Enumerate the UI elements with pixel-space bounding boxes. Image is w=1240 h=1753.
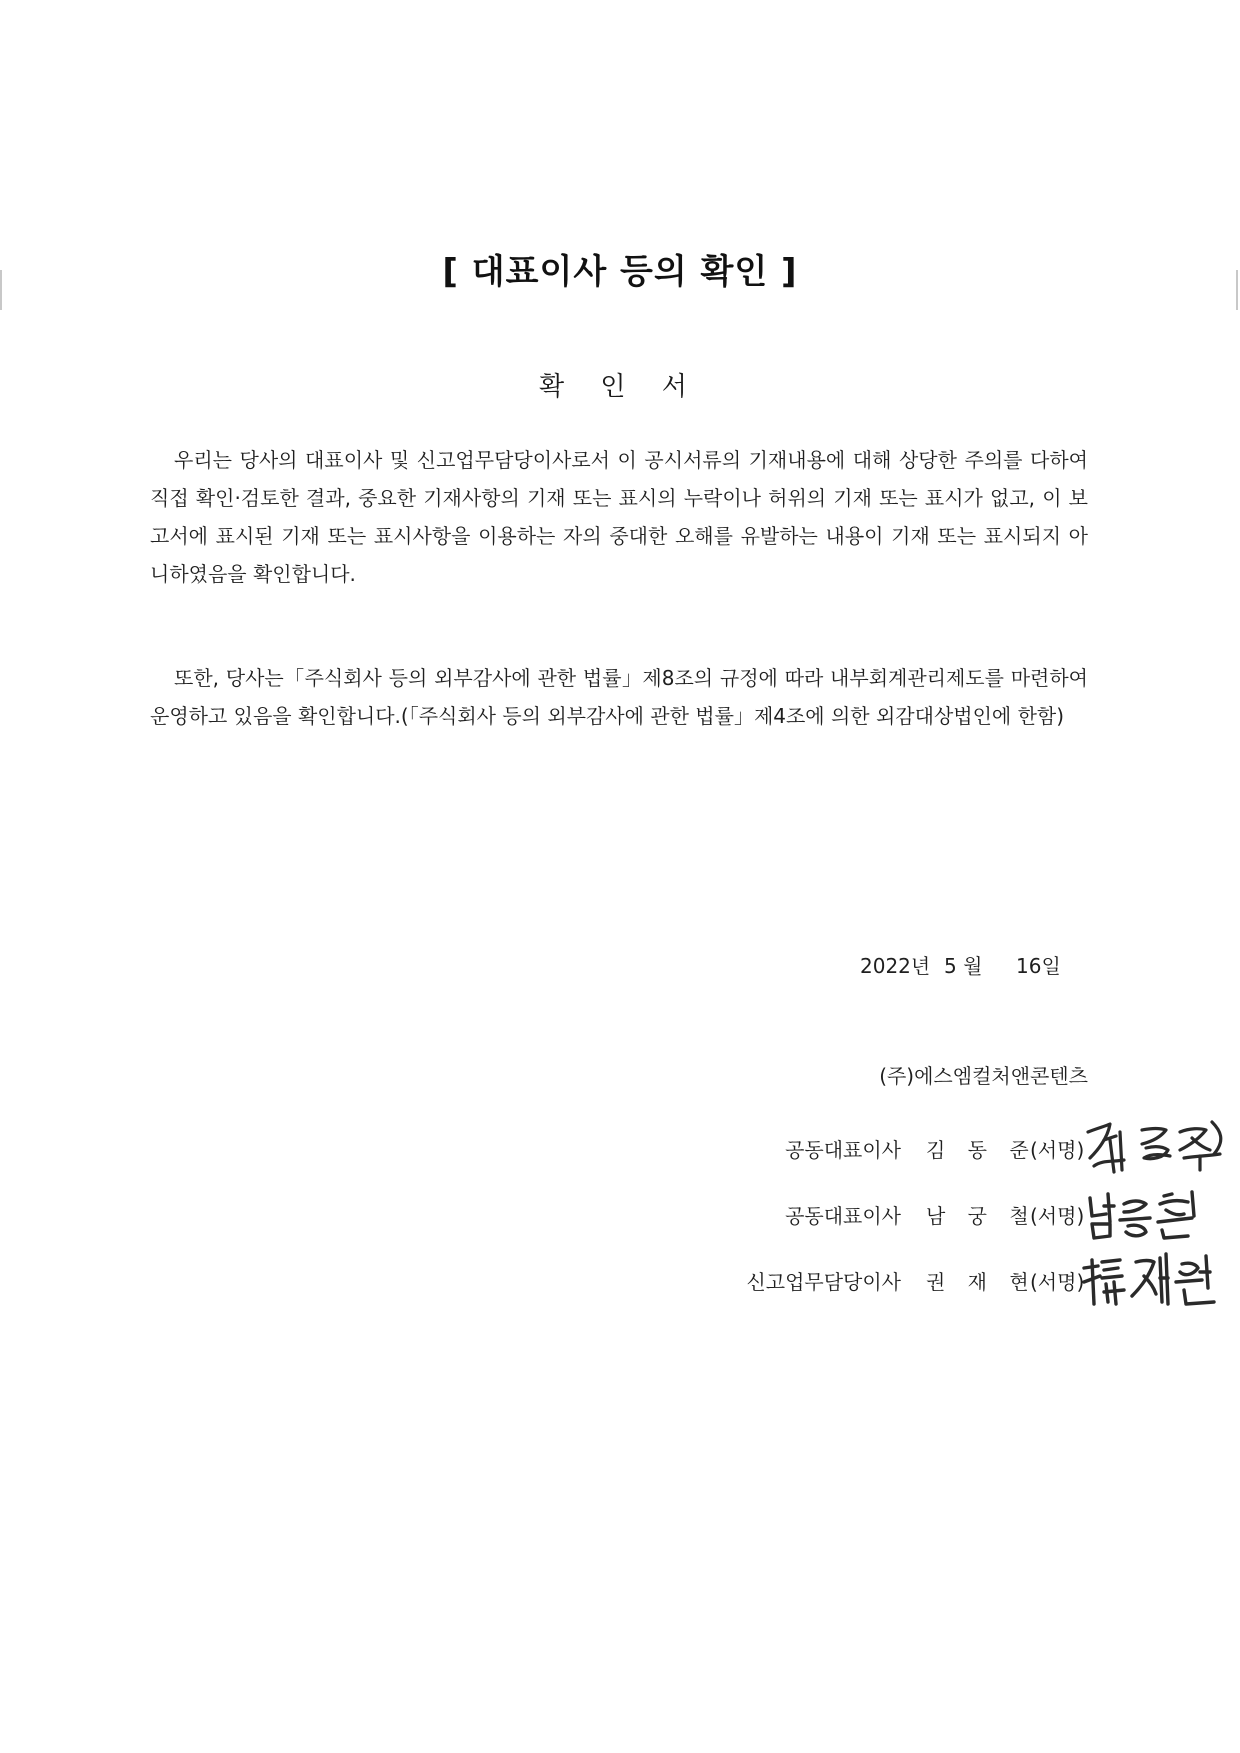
company-name: (주)에스엠컬처앤콘텐츠: [879, 1064, 1088, 1088]
signatory-row: [640, 1126, 1240, 1166]
signatory-row: [640, 1192, 1240, 1232]
signature-mark-label: (서명): [1030, 1204, 1085, 1228]
signatory-name: 남 궁 철: [926, 1204, 1037, 1228]
signatory-name: 권 재 현: [926, 1270, 1037, 1294]
signature-mark-label: (서명): [1030, 1270, 1085, 1294]
signatory-row: [640, 1258, 1240, 1298]
confirmation-paragraph-2: 또한, 당사는「주식회사 등의 외부감사에 관한 법률」제8조의 규정에 따라 내부회계관리제도를 마련하여 운영하고 있음을 확인합니다.(「주식회사 등의 외부감사에 관한 법률」제4조에 의한 외감대상법인에 한함): [150, 666, 1088, 728]
document-subtitle: 확 인 서: [539, 372, 701, 402]
date-day: 16일: [1016, 954, 1061, 978]
handwritten-signature: [1080, 1176, 1230, 1246]
signatory-role: 공동대표이사: [785, 1138, 901, 1162]
signature-mark-label: (서명): [1030, 1138, 1085, 1162]
signatory-name: 김 동 준: [926, 1138, 1037, 1162]
signatory-role: 신고업무담당이사: [746, 1270, 901, 1294]
handwritten-signature: [1080, 1110, 1230, 1180]
document-title: [ 대표이사 등의 확인 ]: [442, 252, 798, 292]
date-year: 2022년: [860, 954, 931, 978]
date-line: [860, 950, 1088, 979]
signatory-role: 공동대표이사: [785, 1204, 901, 1228]
date-month: 5 월: [944, 954, 983, 978]
handwritten-signature: [1080, 1242, 1230, 1312]
confirmation-paragraph-1: 우리는 당사의 대표이사 및 신고업무담당이사로서 이 공시서류의 기재내용에 대해 상당한 주의를 다하여 직접 확인·검토한 결과, 중요한 기재사항의 기재 또는 표시의 누락이나 허위의 기재 또는 표시가 없고, 이 보고서에 표시된 기재 또는 표시사항을 이용하는 자의 중대한 오해를 유발하는 내용이 기재 또는 표시되지 아니하였음을 확인합니다.: [150, 448, 1088, 586]
